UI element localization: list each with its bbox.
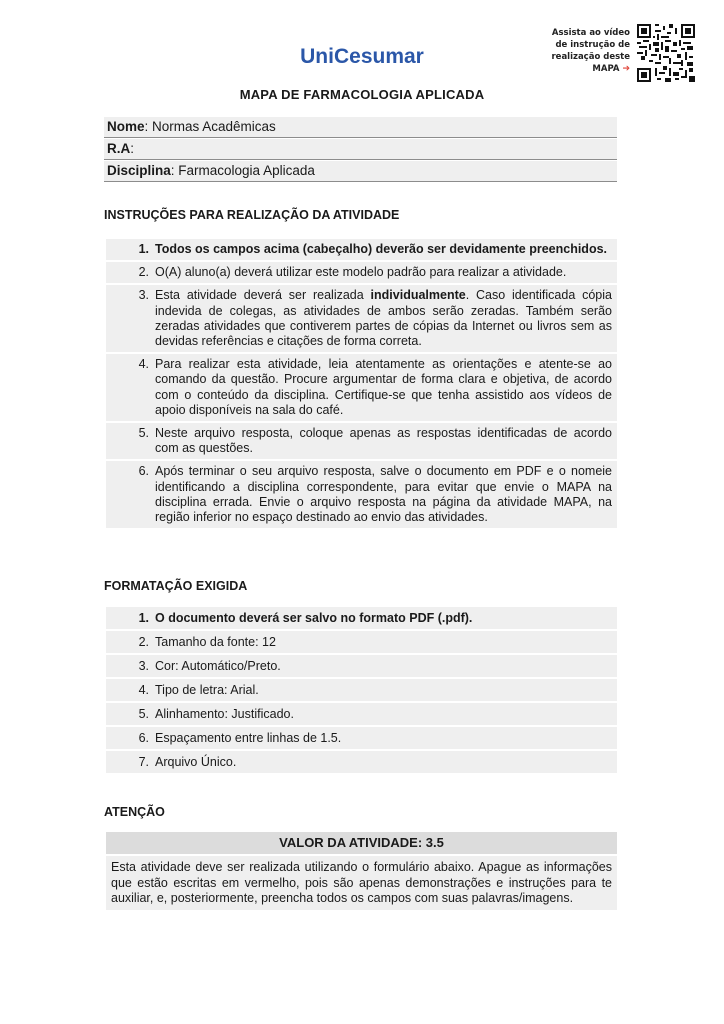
item-number: 4. xyxy=(138,357,149,372)
item-number: 4. xyxy=(138,683,149,697)
list-item xyxy=(106,262,617,283)
item-number: 2. xyxy=(138,635,149,649)
activity-value-label: VALOR DA ATIVIDADE: 3.5 xyxy=(106,832,617,854)
list-item xyxy=(106,461,617,528)
item-number: 5. xyxy=(138,707,149,721)
format-heading: FORMATAÇÃO EXIGIDA xyxy=(104,579,248,593)
name-field[interactable] xyxy=(104,117,617,138)
item-text: Tipo de letra: Arial. xyxy=(155,683,259,697)
item-text: Tamanho da fonte: 12 xyxy=(155,635,276,649)
list-item xyxy=(106,655,617,677)
discipline-field[interactable] xyxy=(104,161,617,182)
field-label: Nome xyxy=(107,119,145,134)
item-number: 6. xyxy=(138,464,149,479)
list-item xyxy=(106,285,617,352)
item-text: Espaçamento entre linhas de 1.5. xyxy=(155,731,342,745)
qr-caption xyxy=(548,27,630,75)
list-item xyxy=(106,423,617,459)
field-label: Disciplina xyxy=(107,163,171,178)
item-number: 1. xyxy=(138,242,149,256)
item-text: Para realizar esta atividade, leia atentamente as orientações e atente-se ao comando da questão. Procure argumentar de forma clara e objetiva, de acordo com o conteúdo da disciplina. Certifique-se que tenha assistido aos vídeos de apoio disponíveis na sala do café. xyxy=(155,357,612,417)
qr-code-icon[interactable] xyxy=(637,24,695,82)
field-label: R.A xyxy=(107,141,131,156)
item-text: Após terminar o seu arquivo resposta, salve o documento em PDF e o nomeie identificando a disciplina correspondente, para evitar que envie o MAPA na disciplina errada. Envie o arquivo resposta na página da atividade MAPA, na região inferior no espaço destinado ao envio das atividades. xyxy=(155,464,612,525)
item-text: Esta atividade deverá ser realizada xyxy=(155,288,371,303)
field-value: : Farmacologia Aplicada xyxy=(170,163,315,178)
item-text: Cor: Automático/Preto. xyxy=(155,659,281,673)
item-number: 6. xyxy=(138,731,149,745)
list-item xyxy=(106,751,617,773)
item-text: O documento deverá ser salvo no formato PDF (.pdf). xyxy=(155,611,473,625)
instructions-list xyxy=(106,239,617,530)
item-text: . Caso identificada cópia indevida de colegas, as atividades de ambos serão zeradas. Também serão zeradas atividades que contiverem partes de cópias da Internet ou livros sem as devidas referências e citações de forma correta. xyxy=(155,288,612,349)
item-text: O(A) aluno(a) deverá utilizar este modelo padrão para realizar a atividade. xyxy=(155,265,567,280)
item-number: 5. xyxy=(138,426,149,441)
document-title: MAPA DE FARMACOLOGIA APLICADA xyxy=(239,87,485,102)
list-item xyxy=(106,679,617,701)
item-text: Arquivo Único. xyxy=(155,755,237,769)
qr-caption-line: Assista ao vídeo xyxy=(551,28,630,38)
list-item xyxy=(106,703,617,725)
qr-caption-line: de instrução de xyxy=(555,40,630,50)
item-text: Alinhamento: Justificado. xyxy=(155,707,294,721)
attention-heading: ATENÇÃO xyxy=(104,805,165,819)
header-fields-table xyxy=(104,117,617,183)
list-item xyxy=(106,354,617,421)
list-item xyxy=(106,607,617,629)
item-emphasis: individualmente xyxy=(370,288,466,303)
qr-caption-mapa: MAPA xyxy=(592,64,620,74)
item-number: 3. xyxy=(138,659,149,673)
qr-caption-line xyxy=(548,63,630,75)
qr-caption-line: realização deste xyxy=(551,52,630,62)
item-text: Neste arquivo resposta, coloque apenas as respostas identificadas de acordo com as questões. xyxy=(155,426,612,456)
instructions-heading: INSTRUÇÕES PARA REALIZAÇÃO DA ATIVIDADE xyxy=(104,208,400,222)
item-number: 2. xyxy=(138,265,149,280)
attention-text: Esta atividade deve ser realizada utilizando o formulário abaixo. Apague as informações que estão escritas em vermelho, pois são apenas demonstrações e instruções para te auxiliar, e, posteriormente, preencha todos os campos com suas palavras/imagens. xyxy=(106,856,617,910)
item-number: 1. xyxy=(138,611,149,625)
item-number: 7. xyxy=(138,755,149,769)
brand-title: UniCesumar xyxy=(300,45,424,68)
format-list xyxy=(106,607,617,775)
ra-field[interactable] xyxy=(104,139,617,160)
item-text: Todos os campos acima (cabeçalho) deverão ser devidamente preenchidos. xyxy=(155,242,608,256)
list-item xyxy=(106,727,617,749)
list-item xyxy=(106,631,617,653)
item-number: 3. xyxy=(138,288,149,303)
arrow-right-icon: ➔ xyxy=(622,64,630,74)
list-item xyxy=(106,239,617,260)
field-value: : Normas Acadêmicas xyxy=(144,119,276,134)
field-value: : xyxy=(130,141,135,156)
